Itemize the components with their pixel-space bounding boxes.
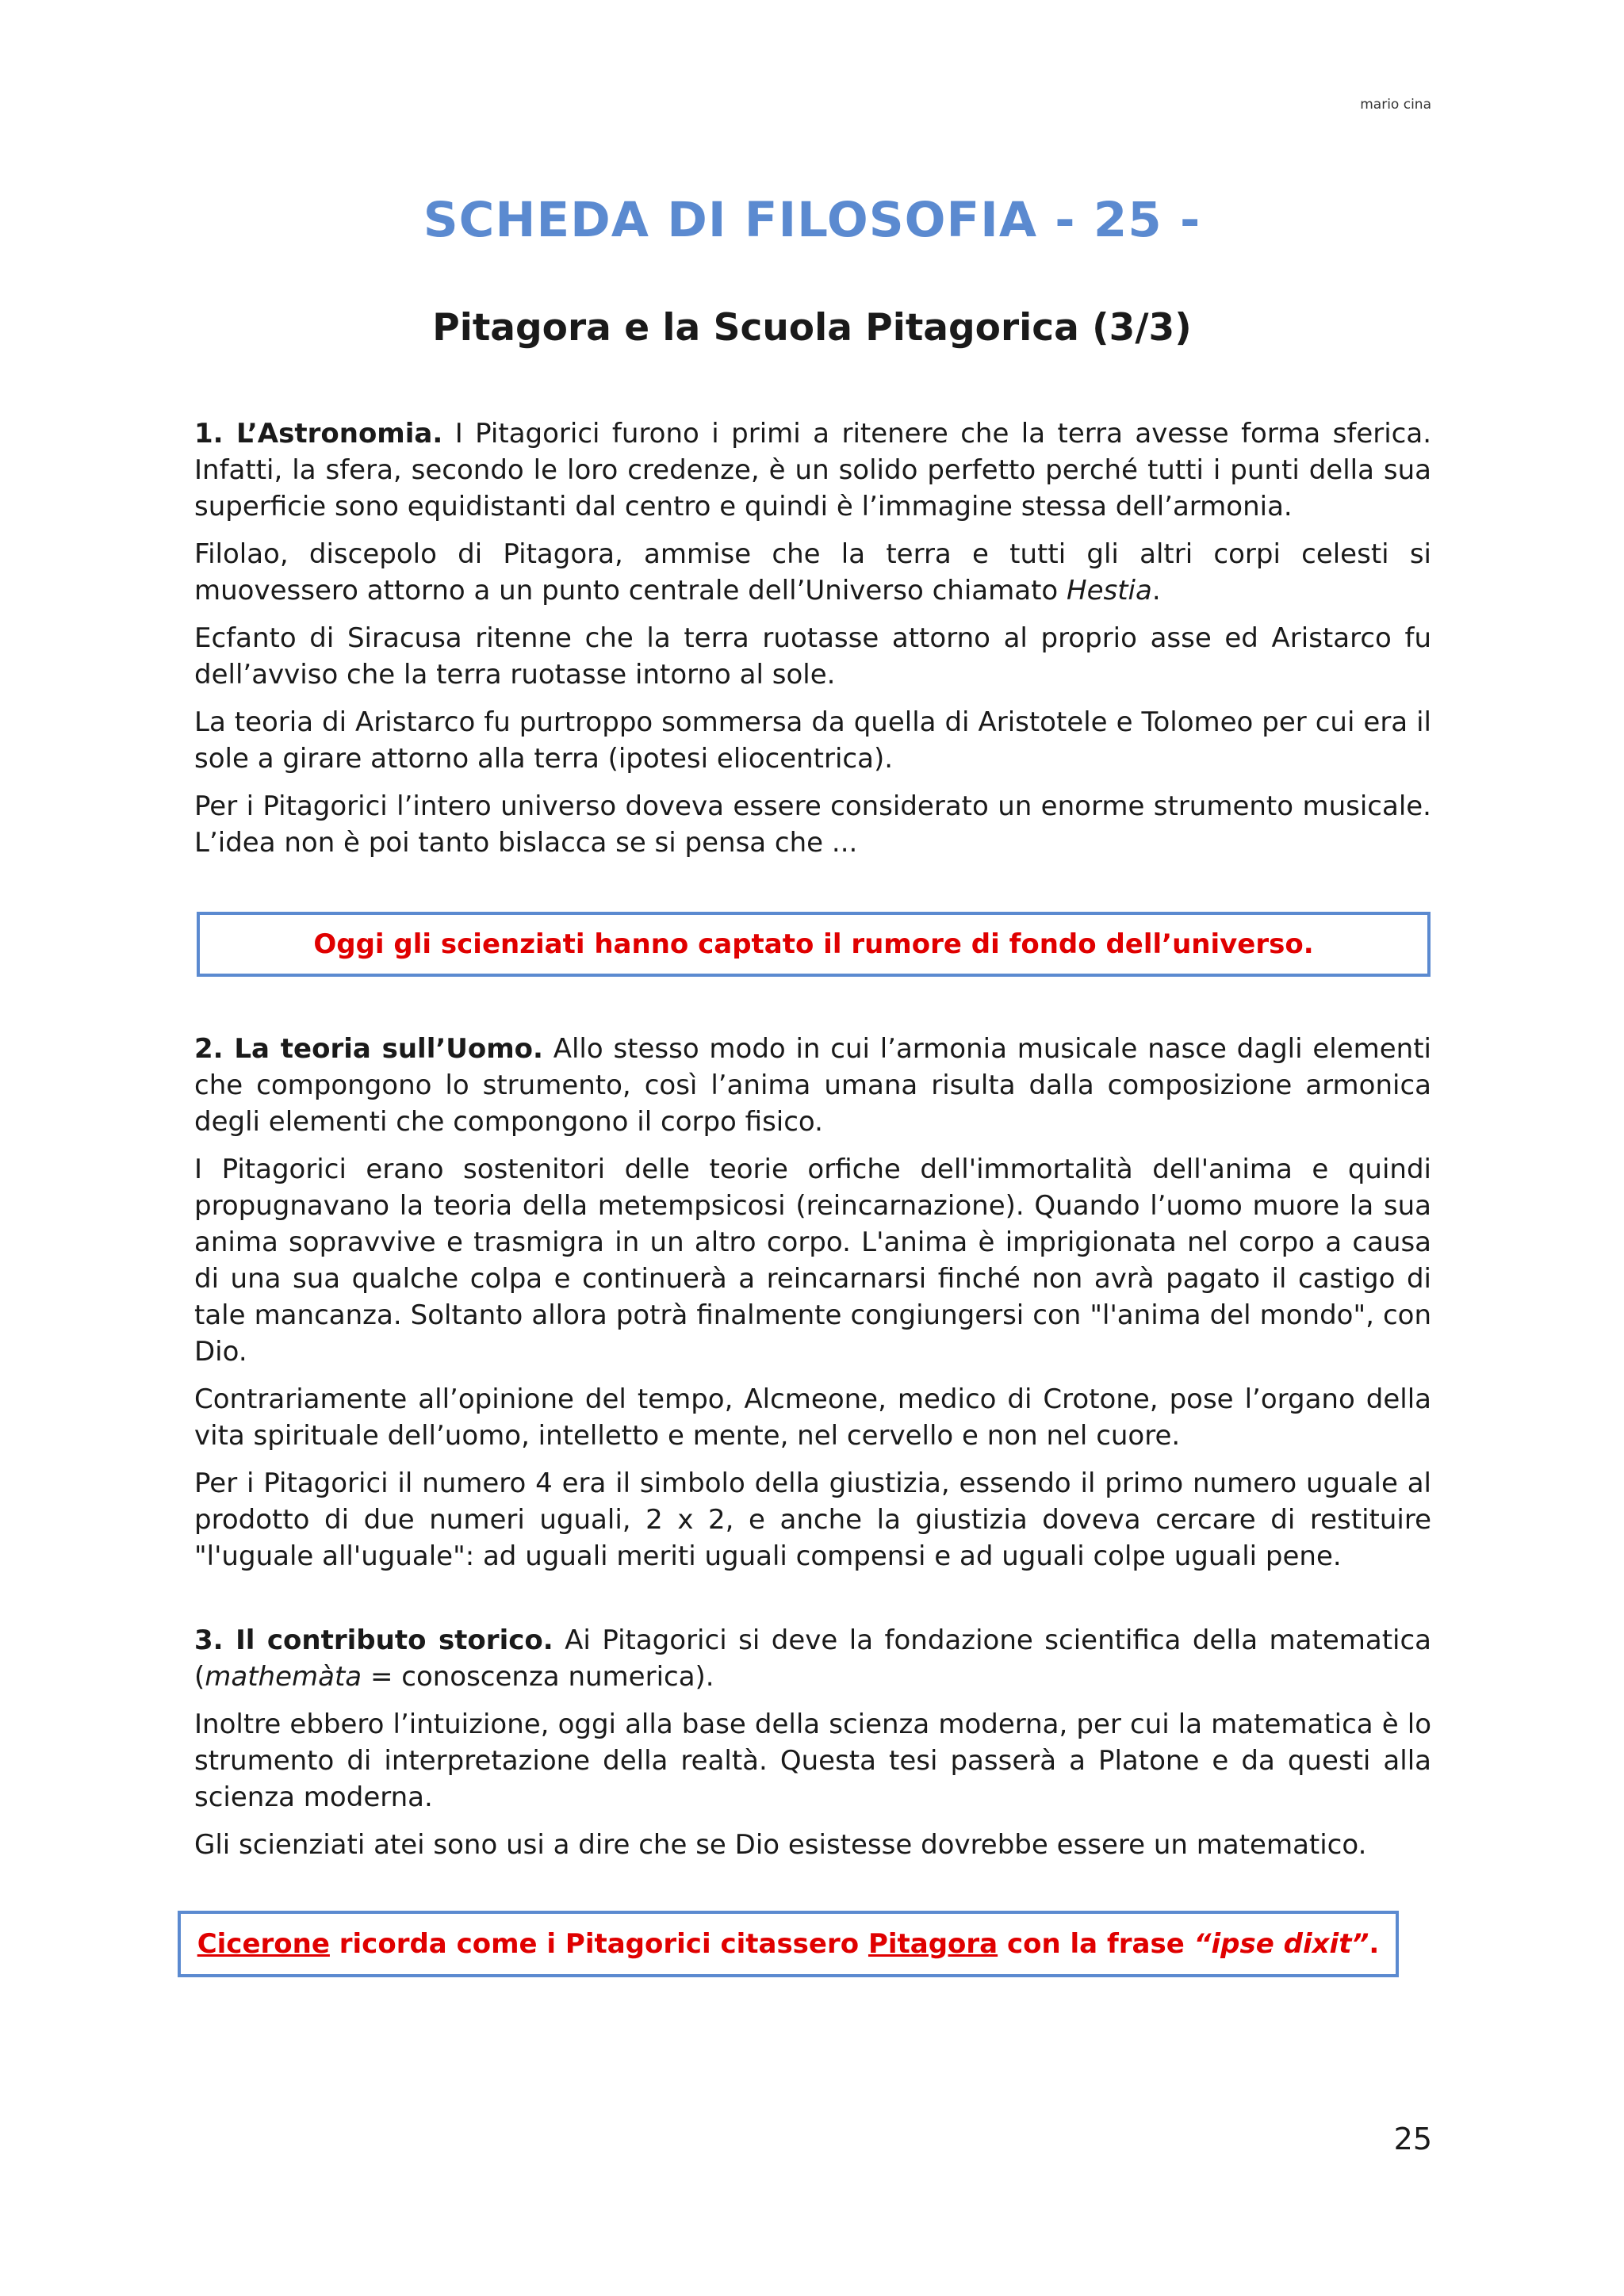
section-astronomia xyxy=(194,415,1431,872)
paragraph-text: Allo stesso modo in cui l’armonia musicale nasce dagli elementi che compongono lo strumento, così l’anima umana risulta dalla composizione armonica degli elementi che compongono il corpo fisico. xyxy=(194,1033,1431,1138)
page-subtitle: Pitagora e la Scuola Pitagorica (3/3) xyxy=(432,306,1192,350)
page-title: SCHEDA DI FILOSOFIA - 25 - xyxy=(423,192,1201,248)
paragraph: Per i Pitagorici il numero 4 era il simbolo della giustizia, essendo il primo numero uguale al prodotto di due numeri uguali, 2 x 2, e anche la giustizia doveva cercare di restituire "l'uguale all'uguale": ad uguali meriti uguali compensi e ad uguali colpe uguali pene. xyxy=(194,1468,1431,1572)
paragraph: I Pitagorici erano sostenitori delle teorie orfiche dell'immortalità dell'anima e quindi propugnavano la teoria della metempsicosi (reincarnazione). Quando l’uomo muore la sua anima sopravvive e trasmigra in un altro corpo. L'anima è imprigionata nel corpo a causa di una sua qualche colpa e continuerà a reincarnarsi finché non avrà pagato il castigo di tale mancanza. Soltanto allora potrà finalmente congiungersi con "l'anima del mondo", con Dio. xyxy=(194,1154,1431,1368)
page-number: 25 xyxy=(1393,2122,1432,2156)
section-contributo-storico xyxy=(194,1622,1431,1874)
paragraph: Contrariamente all’opinione del tempo, Alcmeone, medico di Crotone, pose l’organo della vita spirituale dell’uomo, intelletto e mente, nel cervello e non nel cuore. xyxy=(194,1383,1431,1452)
paragraph-text: . xyxy=(1151,575,1161,607)
callout-text: . xyxy=(1369,1928,1380,1960)
callout-text: con la frase xyxy=(998,1928,1194,1960)
latin-quote: “ipse dixit” xyxy=(1193,1928,1369,1960)
callout-box: Oggi gli scienziati hanno captato il rumore di fondo dell’universo. xyxy=(197,912,1431,977)
linked-name: Pitagora xyxy=(868,1928,998,1960)
paragraph-text: = conoscenza numerica). xyxy=(362,1661,714,1693)
paragraph xyxy=(194,536,1431,609)
section-heading: 3. Il contributo storico. xyxy=(194,1624,553,1656)
author-name: mario cina xyxy=(1360,97,1431,113)
paragraph-text: I Pitagorici furono i primi a ritenere che la terra avesse forma sferica. Infatti, la sfera, secondo le loro credenze, è un solido perfetto perché tutti i punti della sua superficie sono equidistanti dal centro e quindi è l’immagine stessa dell’armonia. xyxy=(194,418,1431,522)
paragraph: Per i Pitagorici l’intero universo doveva essere considerato un enorme strumento musicale. L’idea non è poi tanto bislacca se si pensa che ... xyxy=(194,790,1431,859)
italic-term: mathemàta xyxy=(205,1661,362,1693)
callout-box-quote xyxy=(178,1911,1399,1977)
paragraph: La teoria di Aristarco fu purtroppo sommersa da quella di Aristotele e Tolomeo per cui era il sole a girare attorno alla terra (ipotesi eliocentrica). xyxy=(194,706,1431,775)
paragraph: Ecfanto di Siracusa ritenne che la terra ruotasse attorno al proprio asse ed Aristarco fu dell’avviso che la terra ruotasse intorno al sole. xyxy=(194,622,1431,691)
paragraph xyxy=(194,1031,1431,1140)
italic-term: Hestia xyxy=(1067,575,1152,607)
paragraph xyxy=(194,1622,1431,1695)
section-heading: 2. La teoria sull’Uomo. xyxy=(194,1033,543,1065)
section-heading: 1. L’Astronomia. xyxy=(194,418,443,450)
section-uomo xyxy=(194,1031,1431,1586)
callout-text: ricorda come i Pitagorici citassero xyxy=(329,1928,868,1960)
paragraph-text: Ai Pitagorici si deve la fondazione scientifica della matematica ( xyxy=(194,1624,1431,1693)
paragraph-text: Filolao, discepolo di Pitagora, ammise che la terra e tutti gli altri corpi celesti si muovessero attorno a un punto centrale dell’Universo chiamato xyxy=(194,538,1431,607)
linked-name: Cicerone xyxy=(197,1928,330,1960)
paragraph: Inoltre ebbero l’intuizione, oggi alla base della scienza moderna, per cui la matematica è lo strumento di interpretazione della realtà. Questa tesi passerà a Platone e da questi alla scienza moderna. xyxy=(194,1709,1431,1813)
paragraph xyxy=(194,415,1431,525)
paragraph: Gli scienziati atei sono usi a dire che se Dio esistesse dovrebbe essere un matematico. xyxy=(194,1829,1367,1861)
